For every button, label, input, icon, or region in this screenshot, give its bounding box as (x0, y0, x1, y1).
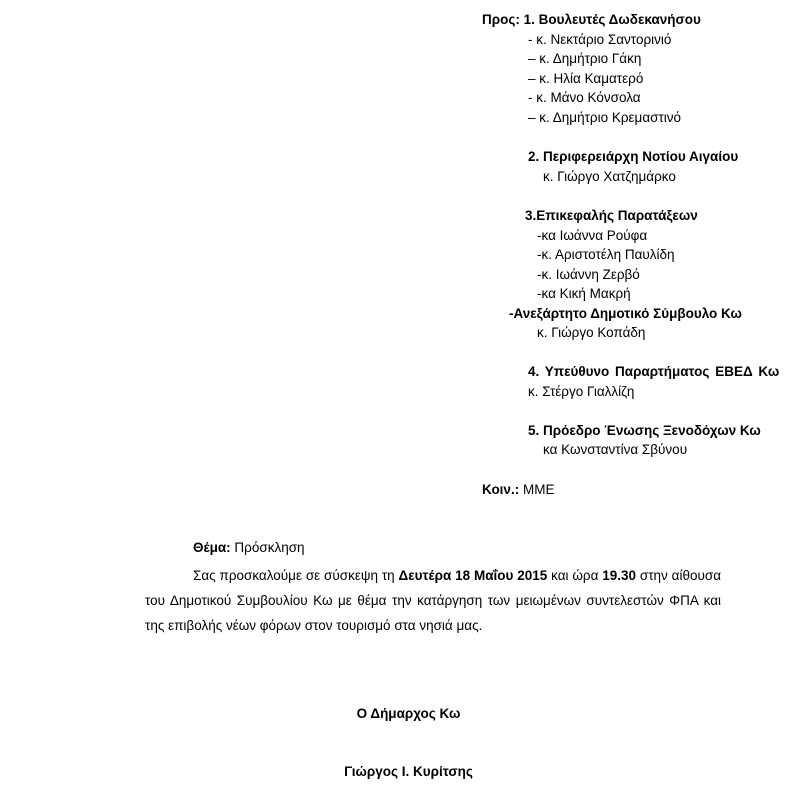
meeting-time: 19.30 (602, 568, 637, 583)
recipient-item: -κα Κική Μακρή (537, 286, 631, 301)
independent-title: -Ανεξάρτητο Δημοτικό Σύμβουλο Κω (509, 306, 742, 321)
body-paragraph (145, 563, 721, 638)
group4-title: 4. Υπεύθυνο Παραρτήματος ΕΒΕΔ Κω (528, 364, 780, 379)
cc-value: ΜΜΕ (522, 482, 555, 497)
recipient-item: -κ. Ιωάννη Ζερβό (537, 267, 640, 282)
body-text-3: στην αίθουσα του Δημοτικού Συμβουλίου Κω με θέμα την κατάργηση των μειωμένων συντελεστών ΦΠΑ και της επιβολής νέων φόρων στον τουρισμό στα νησιά μας. (145, 568, 721, 633)
group3-title: 3.Επικεφαλής Παρατάξεων (525, 208, 698, 223)
recipients-header (482, 11, 701, 29)
meeting-date: Δευτέρα 18 Μαΐου 2015 (398, 568, 548, 583)
body-text-2: και ώρα (547, 568, 603, 583)
recipient-item: - κ. Νεκτάριο Σαντορινιό (528, 32, 672, 47)
subject-label: Θέμα: (193, 540, 231, 555)
recipients-label: Προς: (482, 12, 520, 27)
cc-line (482, 481, 554, 499)
recipient-item: κ. Γιώργο Κοπάδη (537, 325, 646, 340)
recipient-item: – κ. Ηλία Καματερό (528, 71, 644, 86)
recipient-item: – κ. Δημήτριο Γάκη (528, 51, 642, 66)
group5-title: 5. Πρόεδρο Ένωσης Ξενοδόχων Κω (528, 423, 761, 438)
recipient-item: – κ. Δημήτριο Κρεμαστινό (528, 110, 682, 125)
recipient-item: -κ. Αριστοτέλη Παυλίδη (537, 247, 675, 262)
recipient-item: -κα Ιωάννα Ρούφα (537, 228, 648, 243)
recipient-item: κα Κωνσταντίνα Σβύνου (543, 442, 688, 457)
signature-role: Ο Δήμαρχος Κω (356, 706, 461, 721)
recipient-item: - κ. Μάνο Κόνσολα (528, 90, 641, 105)
group2-title: 2. Περιφερειάρχη Νοτίου Αιγαίου (528, 149, 739, 164)
cc-label: Κοιν.: (482, 482, 520, 497)
recipient-item: κ. Στέργο Γιαλλίζη (528, 384, 635, 399)
recipient-item: κ. Γιώργο Χατζημάρκο (543, 169, 676, 184)
subject-value: Πρόσκληση (234, 540, 305, 555)
signature-name: Γιώργος Ι. Κυρίτσης (344, 764, 473, 779)
group1-title: 1. Βουλευτές Δωδεκανήσου (523, 12, 701, 27)
body-text-1: Σας προσκαλούμε σε σύσκεψη τη (193, 568, 399, 583)
subject-line (193, 539, 305, 557)
